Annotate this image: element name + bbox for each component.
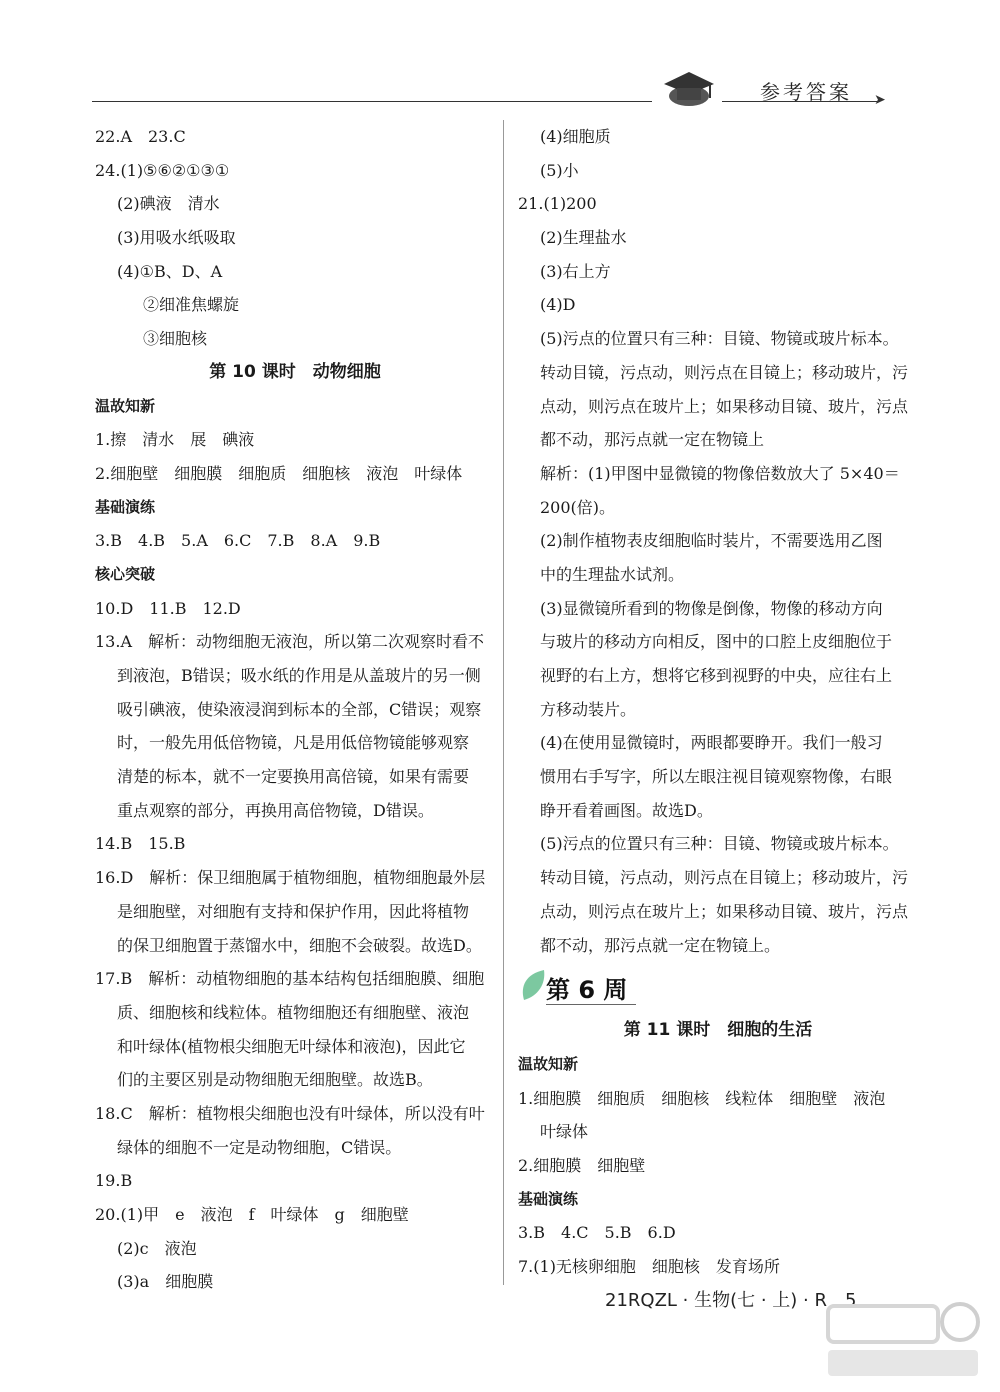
answer-line: 时，一般先用低倍物镜，凡是用低倍物镜能够观察 <box>117 733 470 753</box>
answer-line: 点动，则污点在玻片上；如果移动目镜、玻片，污点 <box>540 396 909 416</box>
section-heading: 核心突破 <box>95 564 156 583</box>
lesson-title: 第 10 课时 动物细胞 <box>209 361 381 382</box>
answer-line: 19.B <box>95 1171 133 1191</box>
answer-line: (4)①B、D、A <box>117 261 223 281</box>
answer-line: 1.擦 清水 展 碘液 <box>95 430 255 450</box>
answer-line: (3)右上方 <box>540 261 611 281</box>
answer-line: 21.(1)200 <box>518 194 597 214</box>
answer-line: 叶绿体 <box>540 1122 589 1142</box>
lesson-title: 第 11 课时 细胞的生活 <box>623 1020 813 1041</box>
answer-line: 的保卫细胞置于蒸馏水中，细胞不会破裂。故选D。 <box>117 935 482 955</box>
answer-line: 20.(1)甲 e 液泡 f 叶绿体 g 细胞壁 <box>95 1205 409 1224</box>
section-heading: 基础演练 <box>518 1189 579 1208</box>
left-column <box>95 120 495 1299</box>
answer-line: (5)小 <box>540 160 579 180</box>
answer-line: 视野的右上方，想将它移到视野的中央，应往右上 <box>540 666 893 685</box>
answer-line: 17.B 解析：动植物细胞的基本结构包括细胞膜、细胞 <box>95 969 485 989</box>
answer-line: (4)细胞质 <box>540 127 611 146</box>
answer-line: 清楚的标本，就不一定要换用高倍镜，如果有需要 <box>117 767 470 787</box>
week-label: 第 6 周 <box>546 976 628 1005</box>
answer-line: ②细准焦螺旋 <box>143 295 240 315</box>
answer-line: 与玻片的移动方向相反，图中的口腔上皮细胞位于 <box>540 632 893 652</box>
right-column <box>518 120 918 1284</box>
column-divider <box>503 120 504 1285</box>
answer-line: (5)污点的位置只有三种：目镜、物镜或玻片标本。 <box>540 329 899 349</box>
answer-line: 惯用右手写字，所以左眼注视目镜观察物像，右眼 <box>540 767 893 787</box>
answer-line: 重点观察的部分，再换用高倍物镜，D错误。 <box>117 800 434 820</box>
answer-line: 3.B 4.B 5.A 6.C 7.B 8.A 9.B <box>95 531 381 551</box>
week-heading <box>518 964 918 1012</box>
answer-line: (3)a 细胞膜 <box>117 1272 214 1292</box>
answer-line: (3)显微镜所看到的物像是倒像，物像的移动方向 <box>540 598 883 618</box>
graduation-cap-logo-icon <box>660 66 718 110</box>
answer-line: 方移动装片。 <box>540 699 637 719</box>
answer-line: 绿体的细胞不一定是动物细胞，C错误。 <box>117 1137 402 1157</box>
answer-line: (2)制作植物表皮细胞临时装片，不需要选用乙图 <box>540 531 883 551</box>
arrow-right-icon: ➤ <box>874 92 886 108</box>
answer-line: (3)用吸水纸吸取 <box>117 228 236 248</box>
answer-line: ③细胞核 <box>143 329 208 349</box>
answer-line: 中的生理盐水试剂。 <box>540 564 685 584</box>
answer-line: 们的主要区别是动物细胞无细胞壁。故选B。 <box>117 1070 433 1090</box>
section-heading: 温故知新 <box>95 396 156 415</box>
answer-line: 是细胞壁，对细胞有支持和保护作用，因此将植物 <box>117 901 470 921</box>
week-underline <box>546 1004 636 1005</box>
answer-line: 质、细胞核和线粒体。植物细胞还有细胞壁、液泡 <box>117 1002 470 1022</box>
answer-line: 22.A 23.C <box>95 127 186 146</box>
answer-line: 吸引碘液，使染液浸润到标本的全部，C错误；观察 <box>117 699 482 719</box>
answer-line: 2.细胞壁 细胞膜 细胞质 细胞核 液泡 叶绿体 <box>95 463 463 483</box>
answer-line: 点动，则污点在玻片上；如果移动目镜、玻片，污点 <box>540 901 909 921</box>
answer-line: 10.D 11.B 12.D <box>95 598 241 618</box>
answer-line: 都不动，那污点就一定在物镜上 <box>540 430 765 450</box>
answer-line: 转动目镜，污点动，则污点在目镜上；移动玻片，污 <box>540 362 909 382</box>
answer-line: (4)D <box>540 295 576 315</box>
answer-line: 都不动，那污点就一定在物镜上。 <box>540 935 781 955</box>
answer-line: (2)碘液 清水 <box>117 194 220 214</box>
page-footer: 21RQZL · 生物(七 · 上) · R 5 <box>605 1290 857 1311</box>
answer-line: 18.C 解析：植物根尖细胞也没有叶绿体，所以没有叶 <box>95 1103 485 1123</box>
answer-line: 睁开看着画图。故选D。 <box>540 800 713 820</box>
answer-line: 1.细胞膜 细胞质 细胞核 线粒体 细胞壁 液泡 <box>518 1088 886 1108</box>
header-rule-right <box>722 101 877 102</box>
answer-line: 2.细胞膜 细胞壁 <box>518 1155 646 1175</box>
answer-line: 到液泡，B错误；吸水纸的作用是从盖玻片的另一侧 <box>117 666 481 685</box>
answer-line: 7.(1)无核卵细胞 细胞核 发育场所 <box>518 1257 780 1276</box>
answer-line: (2)c 液泡 <box>117 1238 197 1258</box>
answer-line: 16.D 解析：保卫细胞属于植物细胞，植物细胞最外层 <box>95 868 486 888</box>
answer-line: (4)在使用显微镜时，两眼都要睁开。我们一般习 <box>540 733 883 753</box>
answer-line: 和叶绿体(植物根尖细胞无叶绿体和液泡)，因此它 <box>117 1036 466 1056</box>
answer-line: 解析：(1)甲图中显微镜的物像倍数放大了 5×40＝ <box>540 463 900 483</box>
answer-line: (2)生理盐水 <box>540 228 627 248</box>
watermark-logo-icon <box>820 1292 980 1382</box>
answer-line: 200(倍)。 <box>540 497 616 517</box>
leaf-icon <box>518 968 548 1002</box>
answer-line: 转动目镜，污点动，则污点在目镜上；移动玻片，污 <box>540 868 909 888</box>
header-rule <box>92 101 652 102</box>
section-heading: 温故知新 <box>518 1054 579 1073</box>
answer-line: 14.B 15.B <box>95 834 186 854</box>
answer-line: 3.B 4.C 5.B 6.D <box>518 1223 676 1243</box>
section-heading: 基础演练 <box>95 497 156 516</box>
answer-line: 13.A 解析：动物细胞无液泡，所以第二次观察时看不 <box>95 632 485 652</box>
answer-line: 24.(1)⑤⑥②①③① <box>95 160 230 180</box>
header-title: 参考答案 <box>760 80 852 104</box>
answer-line: (5)污点的位置只有三种：目镜、物镜或玻片标本。 <box>540 834 899 854</box>
